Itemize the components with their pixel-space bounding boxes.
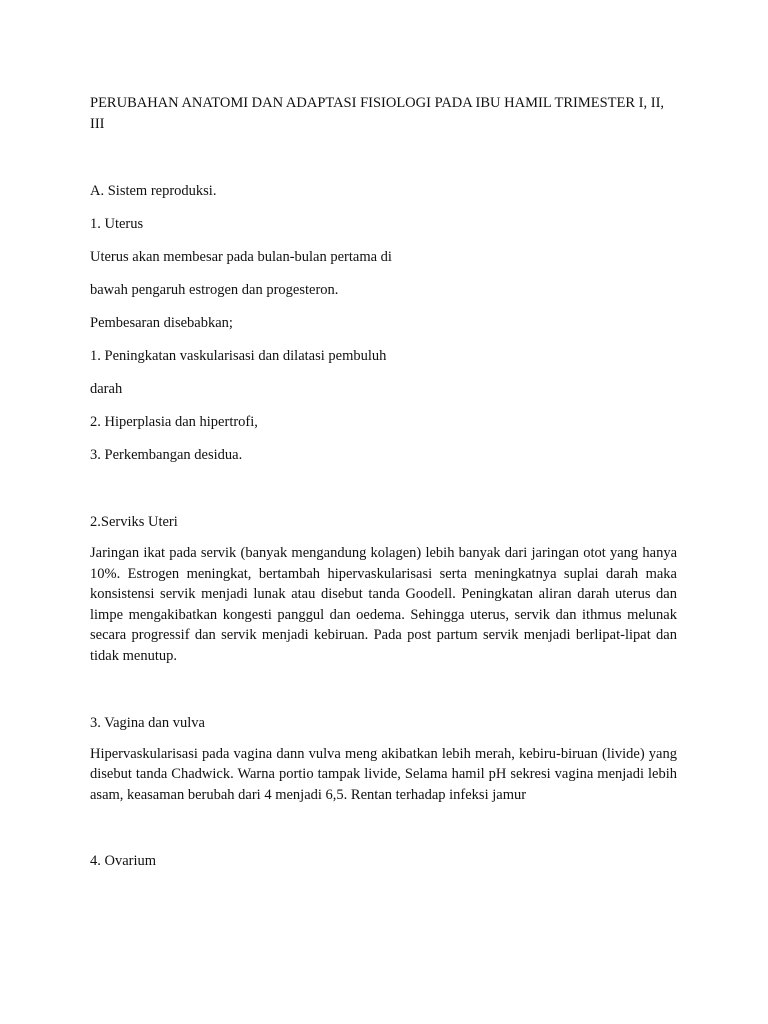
serviks-paragraph: Jaringan ikat pada servik (banyak mengandung kolagen) lebih banyak dari jaringan otot yang hanya 10%. Estrogen meningkat, bertambah hipervaskularisasi serta meningkatnya suplai darah maka konsistensi servik menjadi lunak atau disebut tanda Goodell. Peningkatan aliran darah uterus dan limpe mengakibatkan kongesti panggul dan oedema. Sehingga uterus, servik dan ithmus melunak secara progressif dan servik menjadi kebiruan. Pada post partum servik menjadi berlipat-lipat dan tidak menutup. — [90, 545, 677, 664]
vagina-heading: 3. Vagina dan vulva — [90, 714, 205, 731]
section-a-heading: A. Sistem reproduksi. — [90, 183, 217, 199]
document-title: PERUBAHAN ANATOMI DAN ADAPTASI FISIOLOGI PADA IBU HAMIL TRIMESTER I, II, III — [90, 95, 665, 132]
serviks-heading: 2.Serviks Uteri — [90, 514, 178, 530]
document-page — [90, 93, 677, 871]
uterus-text-line-3: Pembesaran disebabkan; — [90, 315, 233, 331]
uterus-list-item-3: 3. Perkembangan desidua. — [90, 447, 243, 463]
uterus-text-line-1: Uterus akan membesar pada bulan-bulan pertama di — [90, 249, 392, 265]
uterus-text-line-2: bawah pengaruh estrogen dan progesteron. — [90, 282, 339, 298]
ovarium-heading: 4. Ovarium — [90, 853, 157, 870]
uterus-list-item-1-cont: darah — [90, 381, 123, 397]
uterus-list-item-1: 1. Peningkatan vaskularisasi dan dilatasi pembuluh — [90, 348, 387, 364]
uterus-list-item-2: 2. Hiperplasia dan hipertrofi, — [90, 414, 258, 430]
vagina-paragraph: Hipervaskularisasi pada vagina dann vulva meng akibatkan lebih merah, kebiru-biruan (livide) yang disebut tanda Chadwick. Warna portio tampak livide, Selama hamil pH sekresi vagina menjadi lebih asam, keasaman berubah dari 4 menjadi 6,5. Rentan terhadap infeksi jamur — [90, 745, 677, 803]
uterus-heading: 1. Uterus — [90, 216, 144, 232]
